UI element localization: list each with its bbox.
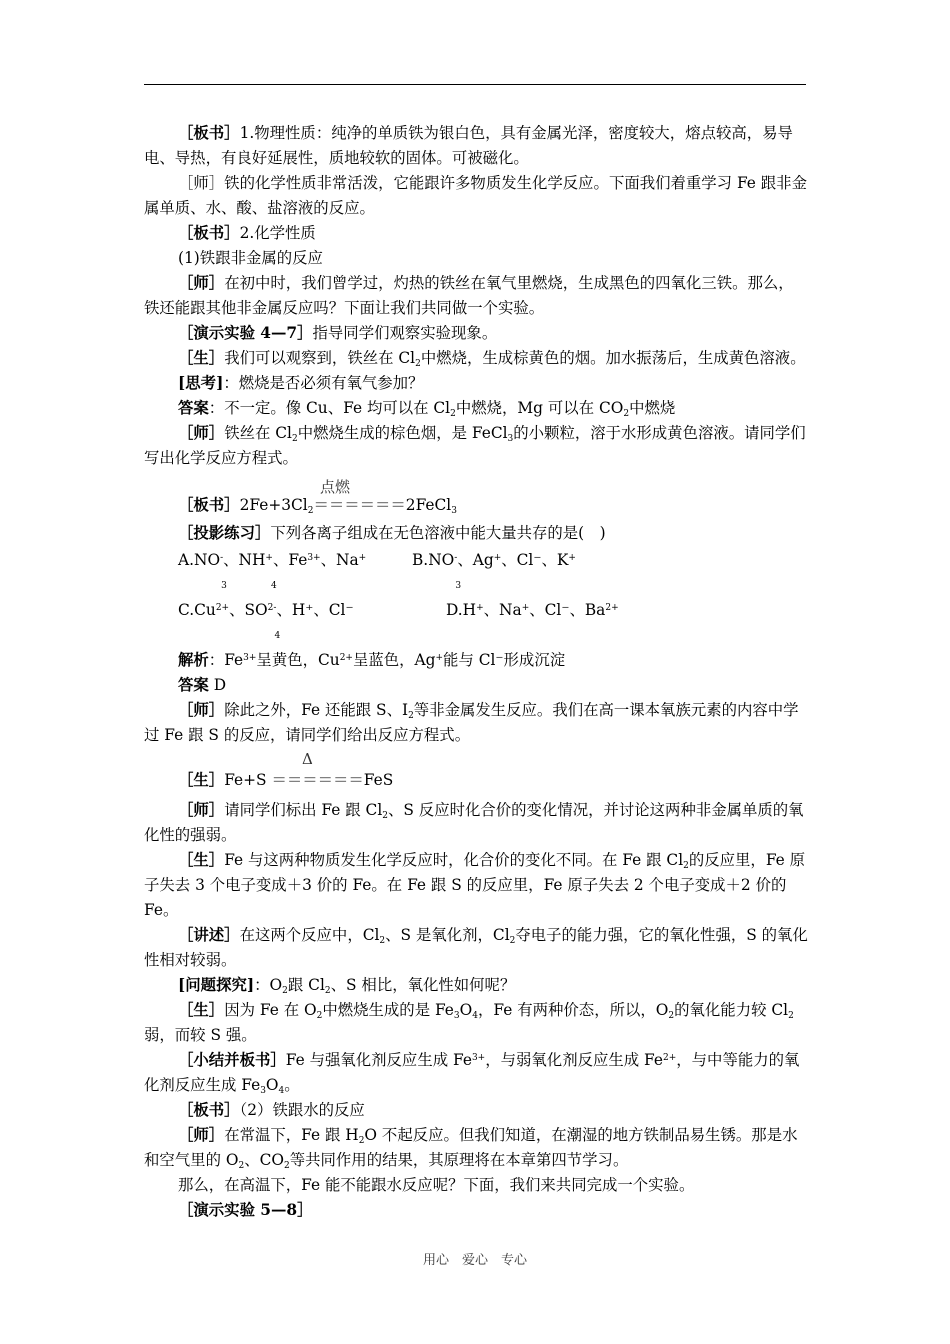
paragraph-student-oxidize: ［生］因为 Fe 在 $O_2$中燃烧生成的是 $Fe_3O_4$，Fe 有两种价态，所以，$O_2$的氧化能力较 $Cl_2$弱，而较 S 强。 <box>144 1001 794 1044</box>
paragraph-analysis: 解析：$Fe^{3+}$呈黄色，$Cu^{2+}$呈蓝色，Ag+能与 Cl⁻形成沉淀 <box>178 651 566 669</box>
option-c: $C.Cu^{2+}$、$SO^{2-}$ 4 、H⁺、Cl⁻ <box>178 601 354 641</box>
paragraph-student-valence: ［生］Fe 与这两种物质发生化学反应时，化合价的变化不同。在 Fe 跟 $Cl_2$的反应里，Fe 原子失去 3 个电子变成＋3 价的 Fe。在 Fe 跟 S 的反应里，Fe 原子失去 2 个电子变成＋2 价的 Fe。 <box>144 851 806 919</box>
condition-ignite: 点燃 <box>320 478 351 496</box>
page-footer: 用心 爱心 专心 <box>422 1253 527 1268</box>
paragraph-student-observe: ［生］我们可以观察到，铁丝在 $Cl_2$中燃烧，生成棕黄色的烟。加水振荡后，生成黄色溶液。 <box>178 349 806 369</box>
paragraph-board-physical: ［板书］1.物理性质：纯净的单质铁为银白色，具有金属光泽，密度较大，熔点较高，易导电、导热，有良好延展性，质地较软的固体。可被磁化。 <box>144 124 793 167</box>
condition-heat: Δ <box>302 750 313 768</box>
document-body <box>144 121 808 1223</box>
options-row-ab <box>144 548 808 598</box>
option-a: A.NO- 3 、NH+ 4 、$Fe^{3+}$、Na+ <box>178 551 367 591</box>
equation-fe-cl2: 点燃 ［板书$]2Fe+3Cl_2======2FeCl_3$ <box>178 478 457 516</box>
paragraph-summary: ［小结并板书］Fe 与强氧化剂反应生成 $Fe^{3+}$，与弱氧化剂反应生成 $Fe^{2+}$，与中等能力的氧化剂反应生成 $Fe_3O_4$。 <box>144 1051 800 1096</box>
header-rule <box>144 84 806 85</box>
equation-fe-s: Δ ［生］Fe+S ＝＝＝＝＝＝FeS <box>178 750 394 789</box>
heading-iron-nonmetal: (1)铁跟非金属的反应 <box>178 249 323 267</box>
option-d: D.H+、Na+、Cl⁻、$Ba^{2+}$ <box>446 601 619 619</box>
paragraph-demo-4-7: ［演示实验 4—7］指导同学们观察实验现象。 <box>178 324 498 342</box>
paragraph-teacher-water: ［师］在常温下，Fe 跟 $H_2O$ 不起反应。但我们知道，在潮湿的地方铁制品易生锈。那是水和空气里的 $O_2$、$CO_2$等共同作用的结果，其原理将在本章第四节学习。 <box>144 1126 798 1171</box>
paragraph-high-temp: 那么，在高温下，Fe 能不能跟水反应呢？下面，我们来共同完成一个实验。 <box>178 1176 695 1194</box>
paragraph-demo-5-8: ［演示实验 5—8］ <box>178 1201 313 1219</box>
paragraph-explain: ［讲述］在这两个反应中，$Cl_2$、S 是氧化剂，$Cl_2$夺电子的能力强，它的氧化性强，S 的氧化性相对较弱。 <box>144 926 808 969</box>
paragraph-teacher-fecl3: ［师］铁丝在 $Cl_2$中燃烧生成的棕色烟，是 FeCl$_3$的小颗粒，溶于水形成黄色溶液。请同学们写出化学反应方程式。 <box>144 424 806 467</box>
paragraph-teacher-chemical: ［师］铁的化学性质非常活泼，它能跟许多物质发生化学反应。下面我们着重学习 Fe 跟非金属单质、水、酸、盐溶液的反应。 <box>144 174 807 217</box>
paragraph-inquiry: [问题探究]：$O_2$跟 $Cl_2$、S 相比，氧化性如何呢？ <box>178 976 516 996</box>
paragraph-answer-2: 答案 D <box>178 676 227 694</box>
options-row-cd <box>144 598 808 648</box>
paragraph-think: [思考]：燃烧是否必须有氧气参加？ <box>178 374 424 392</box>
paragraph-answer-1: 答案：不一定。像 Cu、Fe 均可以在 $Cl_2$中燃烧，Mg 可以在 $CO_2$中燃烧 <box>178 399 676 419</box>
option-b: B.NO- 3 、Ag+、Cl⁻、K+ <box>412 551 576 591</box>
paragraph-teacher-s-i2: ［师］除此之外，Fe 还能跟 S、$I_2$等非金属发生反应。我们在高一课本氧族元素的内容中学过 Fe 跟 S 的反应，请同学们给出反应方程式。 <box>144 701 799 744</box>
paragraph-board-chemical: ［板书］2.化学性质 <box>178 224 316 242</box>
paragraph-board-water: ［板书］（2）铁跟水的反应 <box>178 1101 365 1119</box>
paragraph-teacher-intro: ［师］在初中时，我们曾学过，灼热的铁丝在氧气里燃烧，生成黑色的四氧化三铁。那么，铁还能跟其他非金属反应吗？下面让我们共同做一个实验。 <box>144 274 794 317</box>
paragraph-teacher-valence: ［师］请同学们标出 Fe 跟 $Cl_2$、S 反应时化合价的变化情况，并讨论这两种非金属单质的氧化性的强弱。 <box>144 801 804 844</box>
paragraph-projection-exercise: ［投影练习］下列各离子组成在无色溶液中能大量共存的是( ) <box>178 524 606 542</box>
